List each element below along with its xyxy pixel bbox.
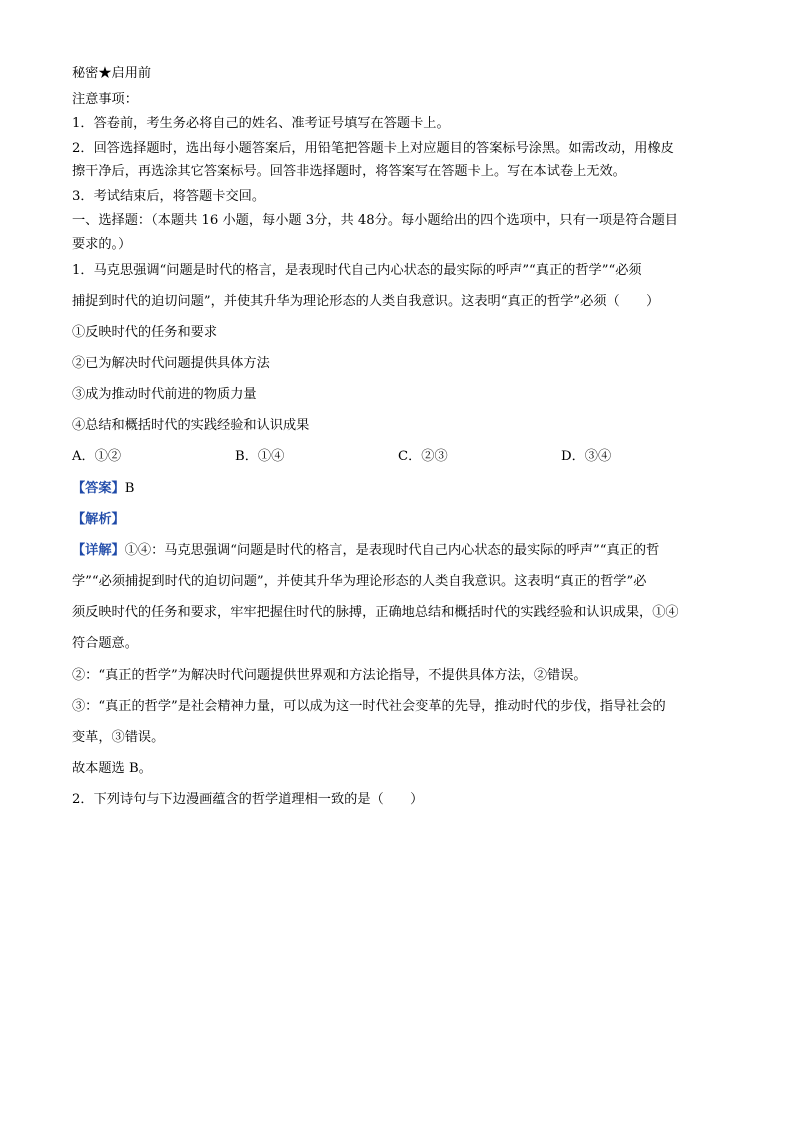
wrong-2: ②：“真正的哲学”为解决时代问题提供世界观和方法论指导，不提供具体方法，②错误。 [72,668,587,683]
detail-line-4: 符合题意。 [72,636,138,651]
detail-line-2: 学”“必须捕捉到时代的迫切问题”，并使其升华为理论形态的人类自我意识。这表明“真正的哲学”必 [72,574,647,589]
answer-options [72,447,724,467]
answer-line [72,479,134,499]
section-heading: 一、选择题：（本题共 16 小题，每小题 3分，共 48分。每小题给出的四个选项中，只有一项是符合题目 [72,213,678,228]
detail-text: ①④：马克思强调“问题是时代的格言，是表现时代自己内心状态的最实际的呼声”“真正的哲 [124,543,660,558]
answer-tag: 【答案】 [72,481,125,496]
secret-label: 秘密★启用前 [72,66,152,81]
option-c: C．②③ [398,449,448,464]
statement-2: ②已为解决时代问题提供具体方法 [72,356,270,371]
detail-line-1 [72,541,659,561]
conclusion: 故本题选 B。 [72,761,152,776]
wrong-3: ③：“真正的哲学”是社会精神力量，可以成为这一时代社会变革的先导，推动时代的步伐，指导社会的 [72,699,666,714]
question-1-stem: 1．马克思强调“问题是时代的格言，是表现时代自己内心状态的最实际的呼声”“真正的哲学”“必须 [72,263,642,278]
notice-title: 注意事项： [72,92,138,107]
analysis-line [72,510,125,530]
option-b: B．①④ [235,449,285,464]
option-d: D．③④ [561,449,612,464]
statement-1: ①反映时代的任务和要求 [72,325,218,340]
wrong-3-cont: 变革，③错误。 [72,730,165,745]
answer-value: B [124,481,135,496]
analysis-tag: 【解析】 [72,512,125,527]
notice-item: 擦干净后，再选涂其它答案标号。回答非选择题时，将答案写在答题卡上。写在本试卷上无效。 [72,164,626,179]
notice-item: 2．回答选择题时，选出每小题答案后，用铅笔把答题卡上对应题目的答案标号涂黑。如需改动，用橡皮 [72,141,674,156]
statement-4: ④总结和概括时代的实践经验和认识成果 [72,418,310,433]
question-1-stem-cont: 捕捉到时代的迫切问题”，并使其升华为理论形态的人类自我意识。这表明“真正的哲学”必须（ ） [72,294,660,309]
option-a: A．①② [72,449,122,464]
section-heading-cont: 要求的。） [72,237,132,252]
notice-item: 3．考试结束后，将答题卡交回。 [72,189,266,204]
detail-tag: 【详解】 [72,543,125,558]
question-2-stem: 2．下列诗句与下边漫画蕴含的哲学道理相一致的是（ ） [72,792,424,807]
notice-item: 1．答卷前，考生务必将自己的姓名、准考证号填写在答题卡上。 [72,116,450,131]
statement-3: ③成为推动时代前进的物质力量 [72,387,257,402]
detail-line-3: 须反映时代的任务和要求，牢牢把握住时代的脉搏，正确地总结和概括时代的实践经验和认识成果，①④ [72,605,679,620]
